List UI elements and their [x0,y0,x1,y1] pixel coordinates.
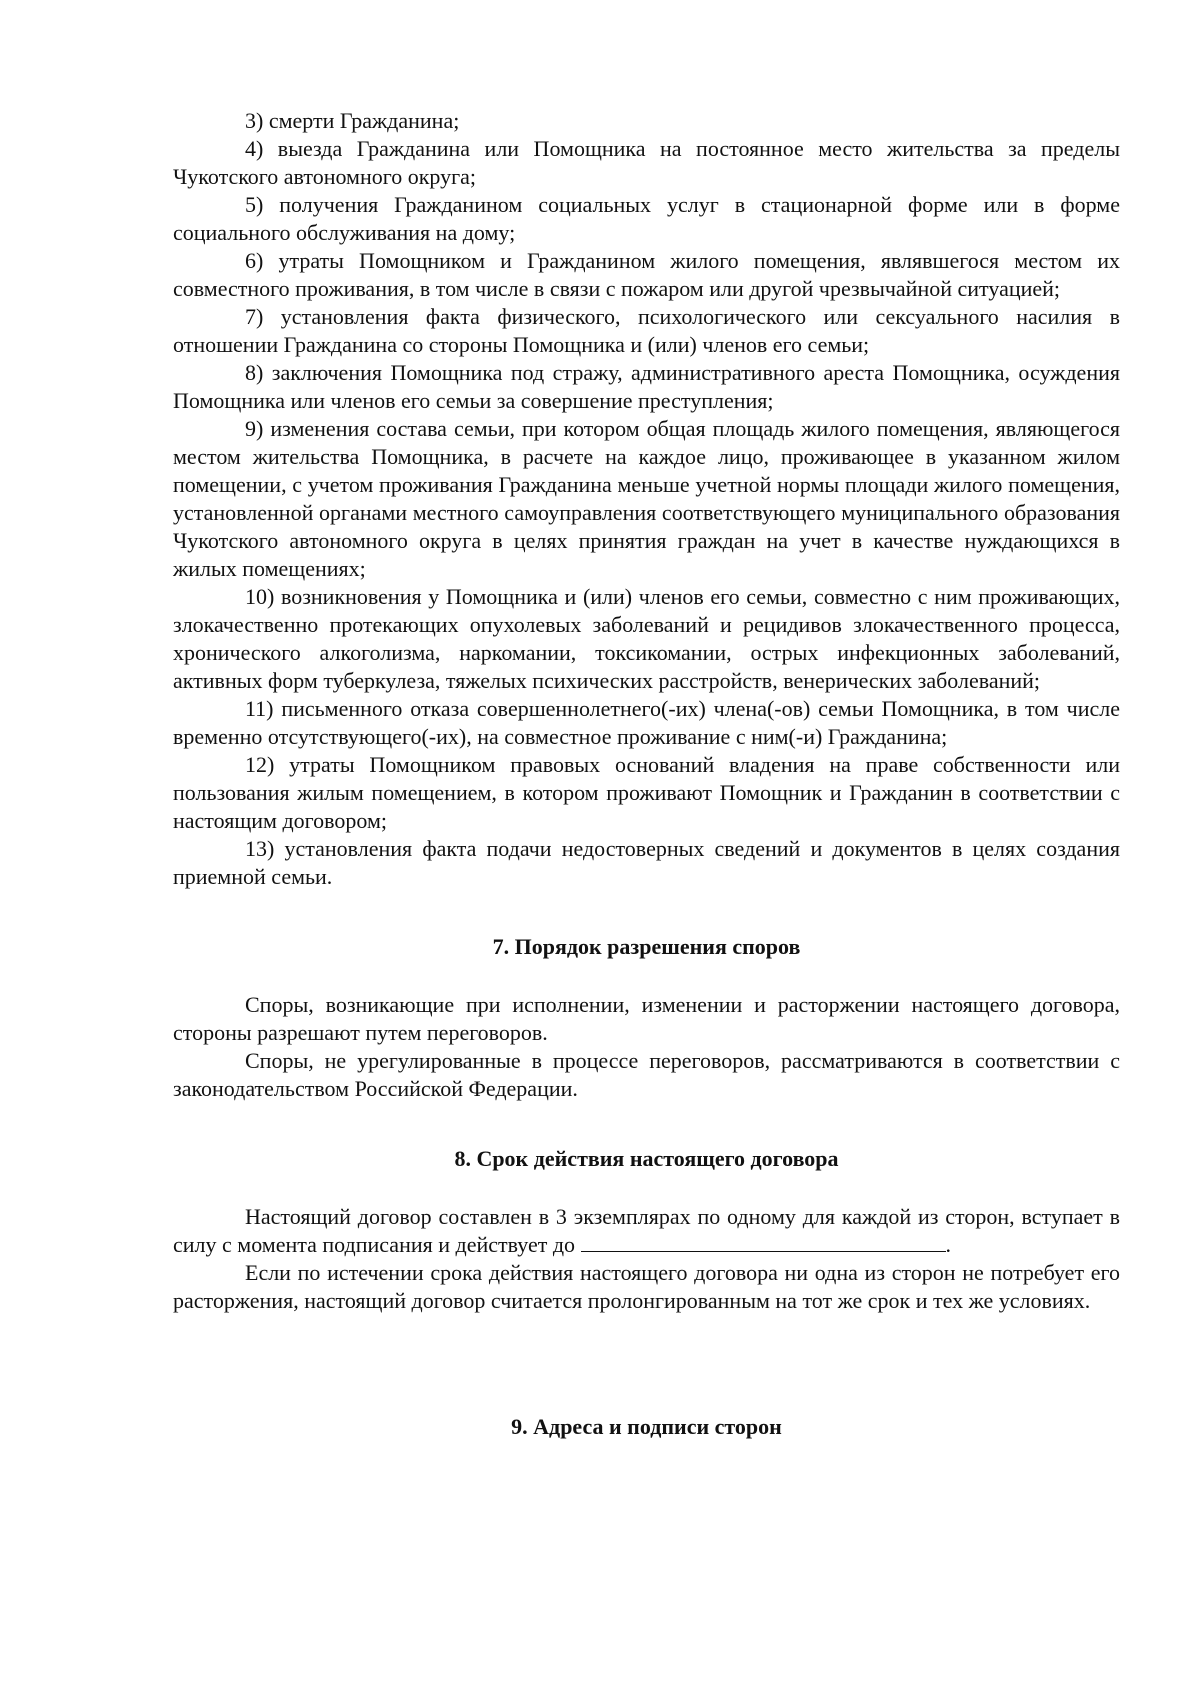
section-8-paragraph-1 [173,1203,1120,1259]
section-7-heading: 7. Порядок разрешения споров [492,934,801,959]
section-8-paragraph-1-text: Настоящий договор составлен в 3 экземплярах по одному для каждой из сторон, вступает в силу с момента подписания и действует до [173,1204,1120,1257]
list-item-13: 13) установления факта подачи недостоверных сведений и документов в целях создания приемной семьи. [173,836,1120,889]
section-7-paragraph-1: Споры, возникающие при исполнении, изменении и расторжении настоящего договора, стороны разрешают путем переговоров. [173,992,1120,1045]
section-8-paragraph-2: Если по истечении срока действия настоящего договора ни одна из сторон не потребует его расторжения, настоящий договор считается пролонгированным на тот же срок и тех же условиях. [173,1260,1120,1313]
list-item-4: 4) выезда Гражданина или Помощника на постоянное место жительства за пределы Чукотского автономного округа; [173,136,1120,189]
list-item-5: 5) получения Гражданином социальных услуг в стационарной форме или в форме социального обслуживания на дому; [173,192,1120,245]
end-date-blank-line [581,1231,946,1252]
section-8-paragraph-1-end: . [945,1232,952,1257]
list-item-3: 3) смерти Гражданина; [245,108,460,133]
section-8-heading: 8. Срок действия настоящего договора [454,1146,839,1171]
list-item-11: 11) письменного отказа совершеннолетнего(-их) члена(-ов) семьи Помощника, в том числе временно отсутствующего(-их), на совместное проживание с ним(-и) Гражданина; [173,696,1120,749]
list-item-6: 6) утраты Помощником и Гражданином жилого помещения, являвшегося местом их совместного проживания, в том числе в связи с пожаром или другой чрезвычайной ситуацией; [173,248,1120,301]
list-item-10: 10) возникновения у Помощника и (или) членов его семьи, совместно с ним проживающих, злокачественно протекающих опухолевых заболеваний и рецидивов злокачественного процесса, хронического алкоголизма, наркомании, токсикомании, острых инфекционных заболеваний, активных форм туберкулеза, тяжелых психических расстройств, венерических заболеваний; [173,584,1120,693]
list-item-8: 8) заключения Помощника под стражу, административного ареста Помощника, осуждения Помощника или членов его семьи за совершение преступления; [173,360,1120,413]
list-item-12: 12) утраты Помощником правовых оснований владения на праве собственности или пользования жилым помещением, в котором проживают Помощник и Гражданин в соответствии с настоящим договором; [173,752,1120,833]
list-item-9: 9) изменения состава семьи, при котором общая площадь жилого помещения, являющегося местом жительства Помощника, в расчете на каждое лицо, проживающее в указанном жилом помещении, с учетом проживания Гражданина меньше учетной нормы площади жилого помещения, установленной органами местного самоуправления соответствующего муниципального образования Чукотского автономного округа в целях принятия граждан на учет в качестве нуждающихся в жилых помещениях; [173,416,1120,581]
list-item-7: 7) установления факта физического, психологического или сексуального насилия в отношении Гражданина со стороны Помощника и (или) членов его семьи; [173,304,1120,357]
section-7-paragraph-2: Споры, не урегулированные в процессе переговоров, рассматриваются в соответствии с законодательством Российской Федерации. [173,1048,1120,1101]
section-9-heading: 9. Адреса и подписи сторон [511,1414,782,1439]
